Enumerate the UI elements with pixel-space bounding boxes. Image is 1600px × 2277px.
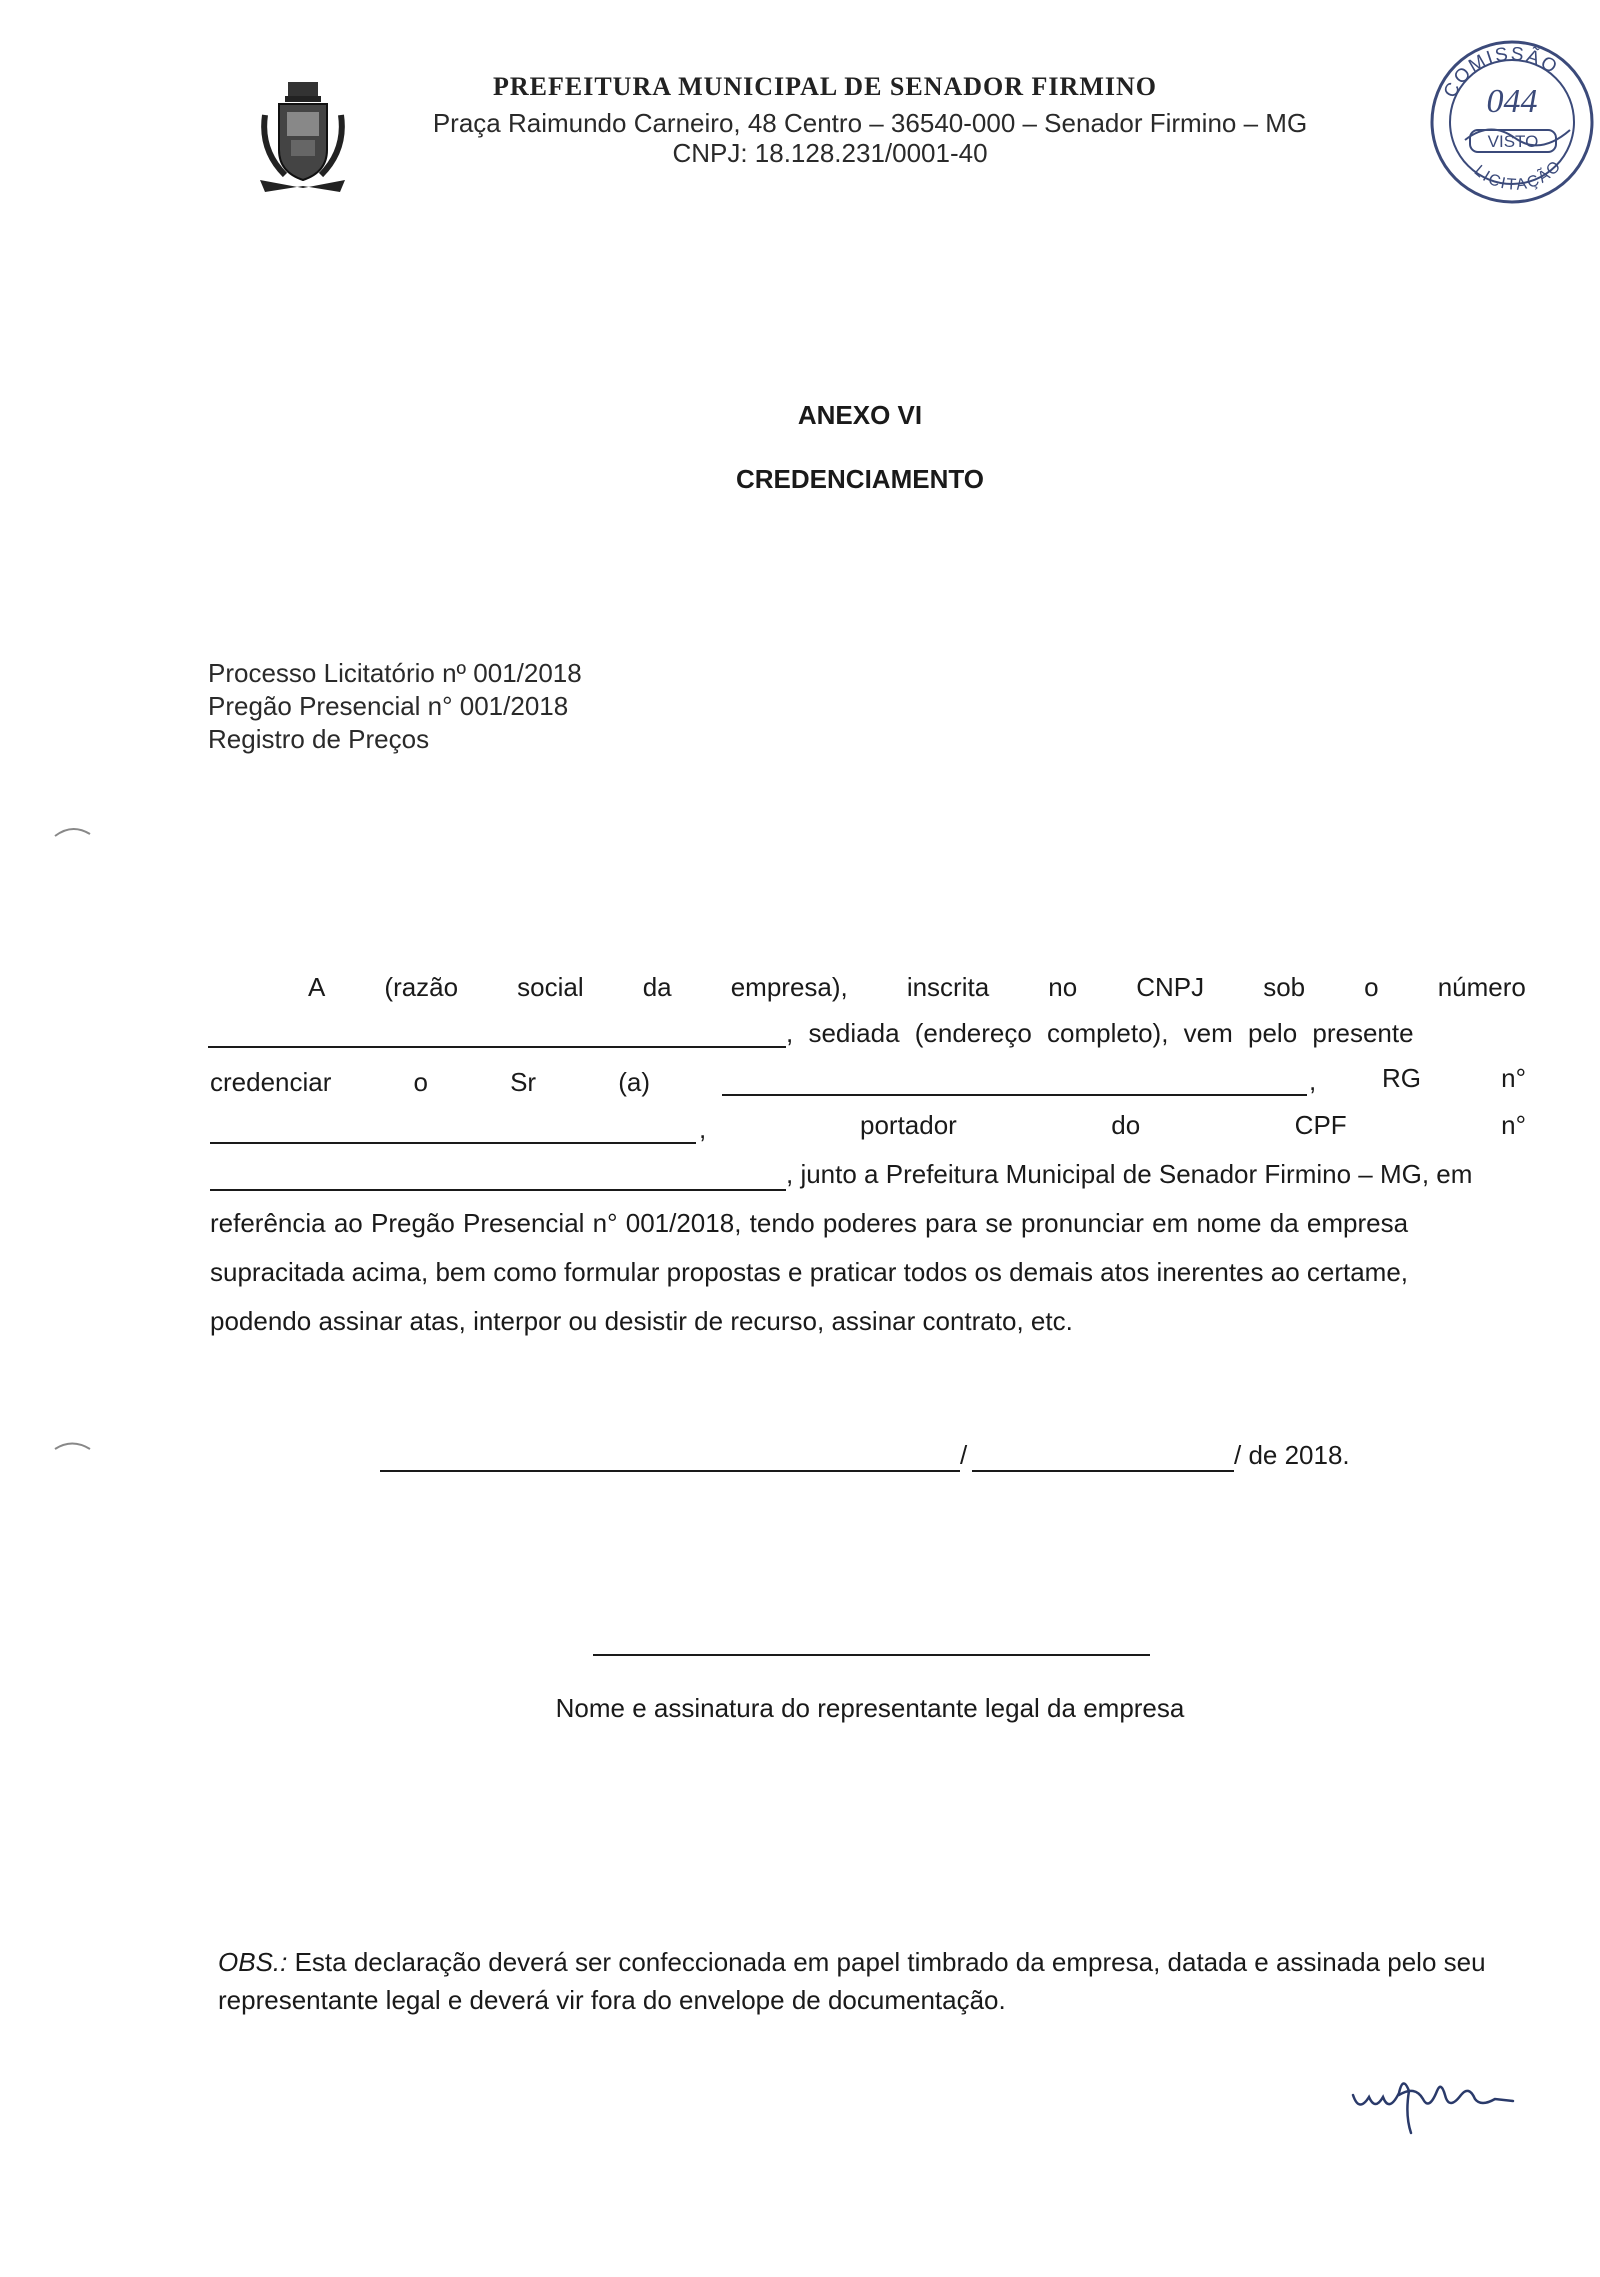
margin-mark — [50, 1433, 95, 1463]
body-word: do — [1111, 1110, 1141, 1140]
margin-mark — [50, 818, 95, 848]
body-word: da — [642, 972, 672, 1002]
date-year: / de 2018. — [1234, 1440, 1350, 1470]
rg-number-field[interactable] — [210, 1108, 696, 1144]
body-word: (a) — [618, 1067, 650, 1097]
svg-text:LICITAÇÃO — [1471, 157, 1566, 194]
stamp-top-text: COMISSÃO — [1439, 43, 1563, 102]
body-line-8: podendo assinar atas, interpor ou desistir de recurso, assinar contrato, etc. — [210, 1306, 1073, 1336]
body-word: sob — [1263, 972, 1306, 1002]
document-title: CREDENCIAMENTO — [736, 464, 984, 494]
stamp-number: 044 — [1486, 83, 1538, 120]
city-field[interactable] — [380, 1440, 960, 1472]
date-field[interactable] — [972, 1440, 1234, 1472]
body-word: número — [1437, 972, 1526, 1002]
representative-name-field[interactable] — [722, 1060, 1307, 1096]
commission-stamp — [1420, 30, 1600, 215]
registry-type: Registro de Preços — [208, 724, 430, 754]
body-line-4 — [860, 1110, 1526, 1141]
body-word: n° — [1501, 1063, 1526, 1093]
body-word: n° — [1501, 1110, 1526, 1140]
body-word: Sr — [510, 1067, 537, 1097]
body-line-1 — [308, 972, 1526, 1003]
body-line-7: supracitada acima, bem como formular propostas e praticar todos os demais atos inerentes ao certame, — [210, 1257, 1409, 1287]
body-word: CPF — [1294, 1110, 1347, 1140]
body-line-2: , sediada (endereço completo), vem pelo presente — [786, 1018, 1414, 1048]
body-line-3 — [210, 1067, 650, 1098]
body-word: o — [413, 1067, 428, 1097]
body-word: portador — [860, 1110, 957, 1140]
body-word: empresa), — [730, 972, 848, 1002]
observation-prefix: OBS.: — [218, 1947, 288, 1977]
observation-text: Esta declaração deverá ser confeccionada em papel timbrado da empresa, datada e assinada pelo seu representante legal e deverá vir fora do envelope de documentação. — [218, 1947, 1486, 2015]
pregao-number: Pregão Presencial n° 001/2018 — [208, 691, 569, 721]
body-word: o — [1364, 972, 1379, 1002]
header-address: Praça Raimundo Carneiro, 48 Centro – 36540-000 – Senador Firmino – MG — [432, 108, 1308, 138]
signature-line[interactable] — [593, 1654, 1150, 1656]
stamp-bottom-text: LICITAÇÃO — [1470, 156, 1566, 194]
body-word: RG — [1382, 1063, 1421, 1093]
body-word: credenciar — [210, 1067, 332, 1097]
body-comma: , — [699, 1114, 707, 1144]
observation-note — [218, 1943, 1538, 2019]
body-line-3-tail — [1382, 1063, 1526, 1094]
body-word: A — [308, 972, 326, 1002]
body-line-6: referência ao Pregão Presencial n° 001/2018, tendo poderes para se pronunciar em nome da empresa — [210, 1208, 1409, 1238]
company-name-field[interactable] — [208, 1012, 786, 1048]
signature-label: Nome e assinatura do representante legal da empresa — [555, 1693, 1185, 1723]
header-title: PREFEITURA MUNICIPAL DE SENADOR FIRMINO — [492, 72, 1157, 101]
body-comma: , — [1309, 1066, 1317, 1096]
body-word: inscrita — [906, 972, 990, 1002]
process-number: Processo Licitatório nº 001/2018 — [208, 658, 582, 688]
annex-title: ANEXO VI — [797, 400, 923, 430]
body-line-5: , junto a Prefeitura Municipal de Senador Firmino – MG, em — [786, 1159, 1473, 1189]
handwritten-rubric — [1345, 2055, 1520, 2145]
body-word: social — [517, 972, 584, 1002]
header-cnpj: CNPJ: 18.128.231/0001-40 — [672, 138, 988, 168]
cpf-number-field[interactable] — [210, 1155, 786, 1191]
body-word: no — [1048, 972, 1078, 1002]
body-word: CNPJ — [1136, 972, 1205, 1002]
date-separator: / — [960, 1440, 968, 1470]
stamp-middle-text: VISTO — [1487, 132, 1539, 151]
body-word: (razão — [384, 972, 459, 1002]
